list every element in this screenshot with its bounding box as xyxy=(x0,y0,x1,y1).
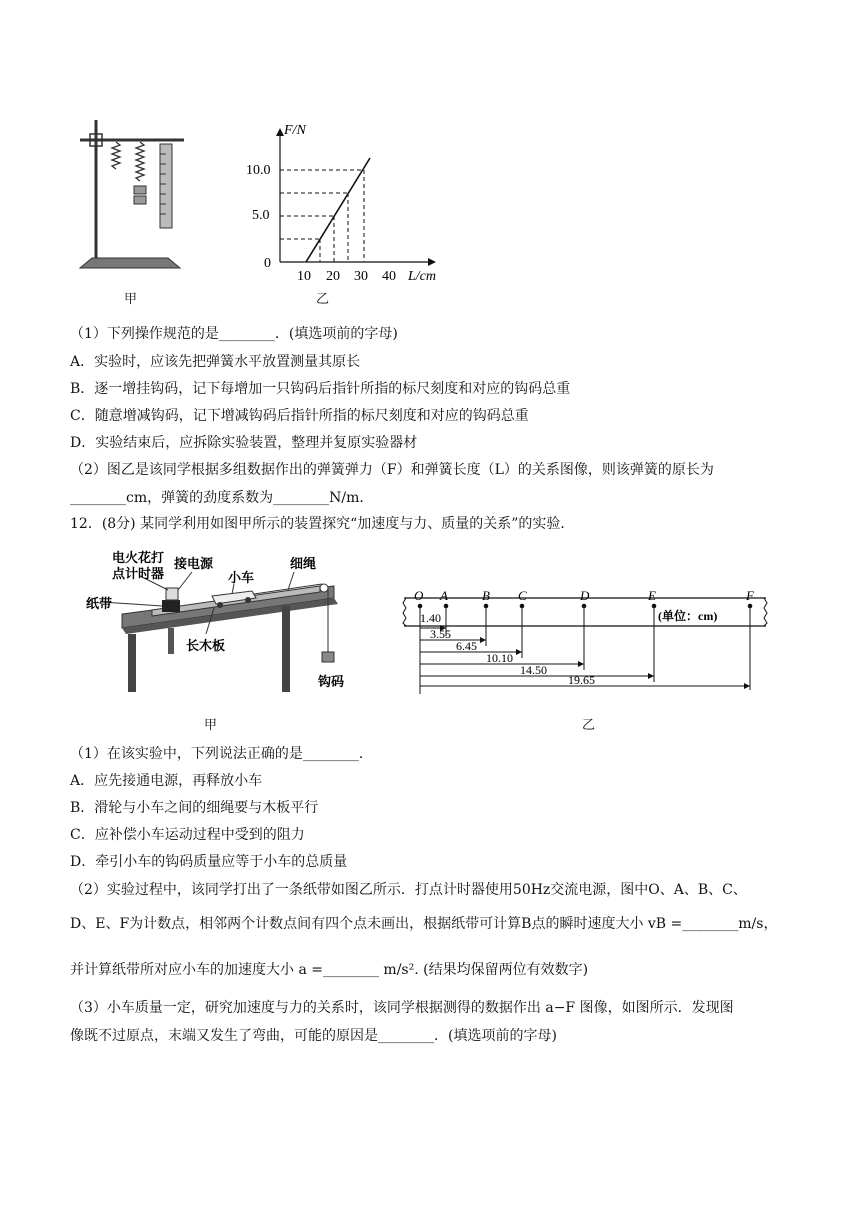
fig2-caption-right: 乙 xyxy=(582,718,596,733)
x-tick-20: 20 xyxy=(326,269,340,284)
q12-option-d: D．牵引小车的钩码质量应等于小车的总质量 xyxy=(70,854,348,870)
tape-dist-of: 19.65 xyxy=(568,673,595,687)
q11-option-d: D．实验结束后，应拆除实验装置，整理并复原实验器材 xyxy=(70,435,418,451)
y-axis-label: F/N xyxy=(284,123,306,138)
label-power: 接电源 xyxy=(174,556,214,571)
label-timer-1: 电火花打 xyxy=(112,550,165,565)
label-board: 长木板 xyxy=(186,638,226,653)
x-tick-30: 30 xyxy=(354,269,368,284)
spring-apparatus-figure xyxy=(72,110,202,280)
x-tick-40: 40 xyxy=(382,269,396,284)
q12-part3-line2: 像既不过原点，末端又发生了弯曲，可能的原因是________．(填选项前的字母) xyxy=(70,1028,557,1044)
force-length-graph xyxy=(240,118,450,298)
q12-part1: （1）在该实验中，下列说法正确的是________． xyxy=(70,746,373,762)
label-weight: 钩码 xyxy=(318,674,344,689)
label-timer-2: 点计时器 xyxy=(112,566,165,581)
tape-point-f: F xyxy=(746,588,754,603)
x-tick-10: 10 xyxy=(297,269,311,284)
q11-part1: （1）下列操作规范的是________．(填选项前的字母) xyxy=(70,326,398,342)
fig1-caption-left: 甲 xyxy=(124,292,138,307)
y-tick-5: 5.0 xyxy=(252,208,270,223)
q11-option-b: B．逐一增挂钩码，记下每增加一只钩码后指针所指的标尺刻度和对应的钩码总重 xyxy=(70,381,571,397)
y-tick-0: 0 xyxy=(264,256,271,271)
tape-dist-oa: 1.40 xyxy=(420,611,441,625)
tape-dist-oe: 14.50 xyxy=(520,663,547,677)
tape-dist-oc: 6.45 xyxy=(456,639,477,653)
tape-point-o: O xyxy=(414,588,424,603)
x-axis-label: L/cm xyxy=(408,269,436,284)
q12-option-a: A．应先接通电源，再释放小车 xyxy=(70,773,263,789)
q11-option-a: A．实验时，应该先把弹簧水平放置测量其原长 xyxy=(70,354,361,370)
tape-dist-ob: 3.55 xyxy=(430,627,451,641)
tape-unit: (单位：cm) xyxy=(658,609,718,623)
cart-apparatus-figure xyxy=(82,548,344,696)
q12-part2-line2: D、E、F为计数点，相邻两个计数点间有四个点未画出，根据纸带可计算B点的瞬时速度大小 vB =________m/s， xyxy=(70,916,778,932)
fig2-caption-left: 甲 xyxy=(204,718,218,733)
tape-dist-od: 10.10 xyxy=(486,651,513,665)
label-rope: 细绳 xyxy=(290,556,317,571)
tape-point-d: D xyxy=(580,588,590,603)
q12-part3-line1: （3）小车质量一定，研究加速度与力的关系时，该同学根据测得的数据作出 a−F 图像，如图所示．发现图 xyxy=(70,1000,734,1016)
y-tick-10: 10.0 xyxy=(246,163,271,178)
q12-part2-line1: （2）实验过程中，该同学打出了一条纸带如图乙所示．打点计时器使用50Hz交流电源，图中O、A、B、C、 xyxy=(70,882,747,898)
label-cart: 小车 xyxy=(228,570,255,585)
fig1-caption-right: 乙 xyxy=(316,292,330,307)
label-tape: 纸带 xyxy=(86,596,113,611)
q11-part2-line2: ________cm，弹簧的劲度系数为________N/m． xyxy=(70,490,374,506)
q12-part2-line3: 并计算纸带所对应小车的加速度大小 a =________ m/s². (结果均保留两位有效数字) xyxy=(70,962,589,978)
paper-tape-figure xyxy=(400,586,772,698)
force-length-line xyxy=(306,158,370,262)
tape-point-a: A xyxy=(440,588,448,603)
tape-point-c: C xyxy=(518,588,527,603)
tape-point-e: E xyxy=(648,588,656,603)
q12-title: 12．(8分) 某同学利用如图甲所示的装置探究“加速度与力、质量的关系”的实验． xyxy=(70,516,575,532)
q12-option-b: B．滑轮与小车之间的细绳要与木板平行 xyxy=(70,800,319,816)
q11-option-c: C．随意增减钩码，记下增减钩码后指针所指的标尺刻度和对应的钩码总重 xyxy=(70,408,529,424)
tape-point-b: B xyxy=(482,588,490,603)
q11-part2-line1: （2）图乙是该同学根据多组数据作出的弹簧弹力（F）和弹簧长度（L）的关系图像，则该弹簧的原长为 xyxy=(70,462,714,478)
q12-option-c: C．应补偿小车运动过程中受到的阻力 xyxy=(70,827,305,843)
